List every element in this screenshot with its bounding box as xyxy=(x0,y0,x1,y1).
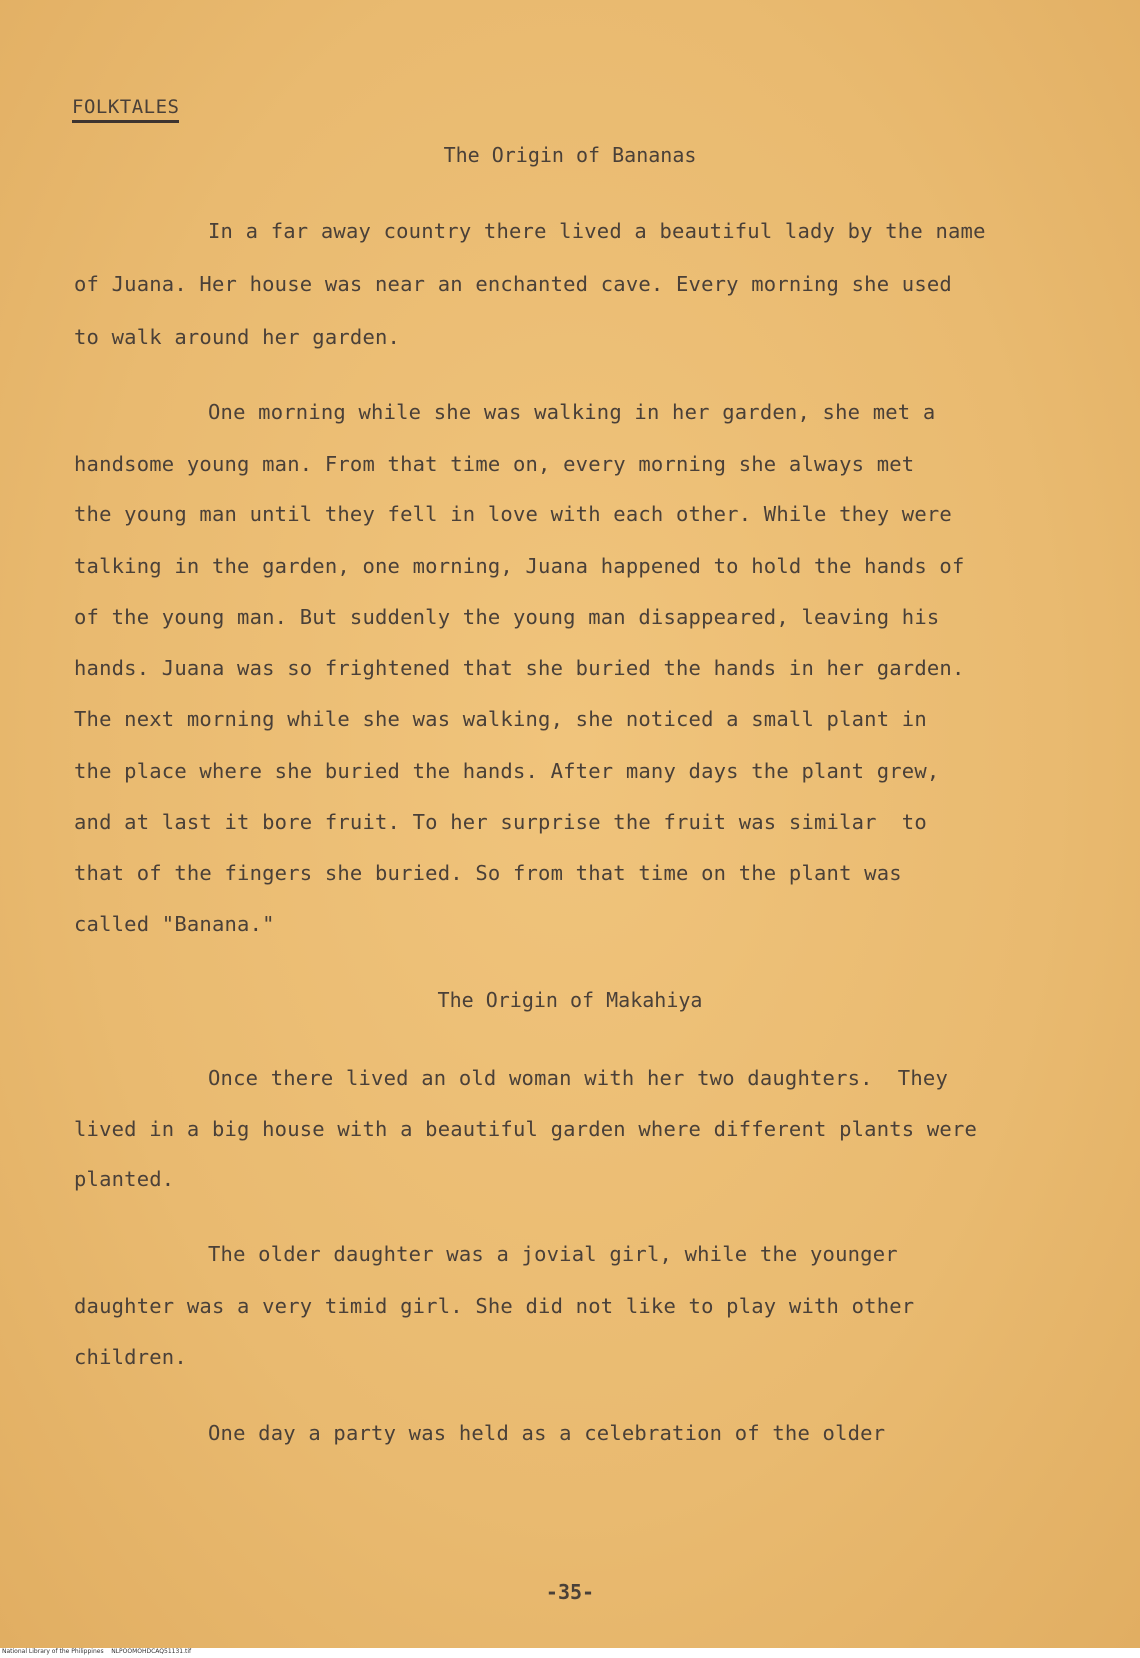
text-line: children. xyxy=(74,1345,187,1369)
text-line: of Juana. Her house was near an enchanted cave. Every morning she used xyxy=(74,272,952,296)
text-line: the young man until they fell in love with each other. While they were xyxy=(74,502,952,526)
text-line: The next morning while she was walking, she noticed a small plant in xyxy=(74,707,927,731)
text-line: lived in a big house with a beautiful garden where different plants were xyxy=(74,1117,978,1141)
text-line: called "Banana." xyxy=(74,912,275,936)
story-title: The Origin of Makahiya xyxy=(437,988,703,1012)
section-label: FOLKTALES xyxy=(72,96,179,123)
scan-footer-text: National Library of the Philippines NLPOOMOHDCAQ51131.tif xyxy=(2,1648,192,1655)
text-line: that of the fingers she buried. So from that time on the plant was xyxy=(74,861,902,885)
text-line: Once there lived an old woman with her two daughters. They xyxy=(208,1066,948,1090)
text-line: One day a party was held as a celebration of the older xyxy=(208,1421,886,1445)
text-line: handsome young man. From that time on, every morning she always met xyxy=(74,452,915,476)
text-line: The older daughter was a jovial girl, while the younger xyxy=(208,1242,898,1266)
text-line: One morning while she was walking in her garden, she met a xyxy=(208,400,936,424)
text-line: talking in the garden, one morning, Juana happened to hold the hands of xyxy=(74,554,965,578)
text-line: hands. Juana was so frightened that she buried the hands in her garden. xyxy=(74,656,965,680)
story-title: The Origin of Bananas xyxy=(443,143,697,167)
text-line: the place where she buried the hands. After many days the plant grew, xyxy=(74,759,940,783)
text-line: and at last it bore fruit. To her surprise the fruit was similar to xyxy=(74,810,927,834)
text-line: In a far away country there lived a beautiful lady by the name xyxy=(208,219,986,243)
page-number: -35- xyxy=(545,1580,595,1604)
text-line: to walk around her garden. xyxy=(74,325,401,349)
text-line: of the young man. But suddenly the young man disappeared, leaving his xyxy=(74,605,940,629)
text-line: planted. xyxy=(74,1167,175,1191)
scan-footer xyxy=(0,1648,1140,1658)
text-line: daughter was a very timid girl. She did not like to play with other xyxy=(74,1294,915,1318)
